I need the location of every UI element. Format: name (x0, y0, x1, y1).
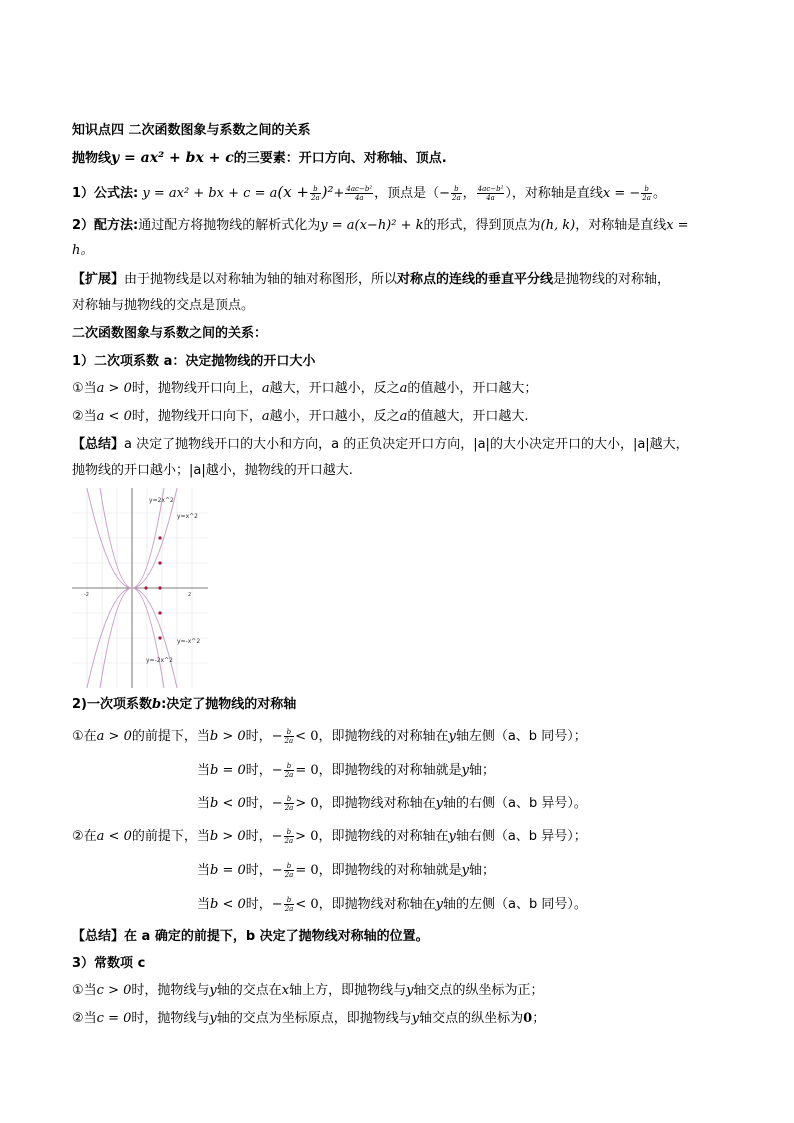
math: y (448, 829, 456, 844)
denominator: 2a (284, 804, 294, 812)
label-y-x2: y=x^2 (177, 513, 198, 520)
denominator: 4a (354, 194, 364, 202)
fraction-b-over-2a (284, 728, 295, 745)
math: c > 0 (96, 983, 132, 998)
text: 的三要素：开口方向、对称轴、顶点. (233, 151, 447, 166)
coef-b-case-3 (197, 795, 794, 813)
axis-fraction (641, 185, 652, 202)
text: 通过配方将抛物线的解析式化为 (138, 218, 321, 233)
text: 越小，开口越小，反之 (269, 409, 400, 424)
denominator: 2a (284, 737, 294, 745)
minus: − (271, 829, 283, 844)
relation-title: 二次函数图象与系数之间的关系： (72, 326, 268, 341)
math: x (281, 983, 290, 998)
vertex-form: y = a(x−h)² + k (320, 218, 424, 233)
relation: > 0 (295, 796, 319, 811)
text: 时， (245, 829, 272, 844)
parabola-graph-svg (72, 488, 208, 688)
numerator: b (451, 185, 462, 194)
label-y-2x2: y=2x^2 (149, 497, 174, 504)
vertex-hk: (h, k) (540, 218, 576, 233)
math: a (399, 381, 408, 396)
vertex-text: ，顶点是（− (374, 186, 451, 201)
math: y (435, 897, 443, 912)
const-c-item-2 (72, 1010, 722, 1028)
math: y (411, 1011, 420, 1026)
text: ，对称轴是直线 (575, 218, 667, 233)
numerator: b (284, 896, 295, 905)
text: ①当 (72, 983, 97, 998)
text: 当 (197, 863, 211, 878)
math: a (261, 409, 270, 424)
denominator: 2a (284, 771, 294, 779)
math: a < 0 (96, 409, 132, 424)
text: ，即抛物线的对称轴在 (318, 829, 449, 844)
comma: ， (462, 186, 476, 201)
parabola-formula: y = ax² + bx + c (111, 150, 234, 166)
fraction-b-over-2a (284, 762, 295, 779)
text: ，即抛物线对称轴在 (318, 897, 436, 912)
complete-square-label: 2）配方法: (72, 218, 139, 233)
math: c = 0 (96, 1011, 132, 1026)
numerator: b (284, 762, 295, 771)
text: 轴； (469, 863, 496, 878)
point (158, 636, 161, 639)
plus-sign: + (333, 186, 345, 201)
fraction-b-over-2a (284, 828, 295, 845)
text: ①在 (72, 729, 97, 744)
text: 抛物线 (72, 151, 112, 166)
three-elements-line (72, 149, 722, 168)
vertex-form-expr: y = ax² + bx + c = a (142, 186, 278, 201)
numerator: b (284, 728, 295, 737)
math: a (399, 409, 408, 424)
text: 轴右侧（a、b 异号）； (455, 829, 587, 844)
numerator: b (641, 185, 652, 194)
minus: − (271, 863, 283, 878)
math: a > 0 (96, 381, 132, 396)
coef-a-item-1 (72, 380, 722, 398)
numerator: b (310, 185, 321, 194)
text: 轴交点的纵坐标为正； (413, 983, 544, 998)
math: b = 0 (210, 763, 246, 778)
math: y (448, 729, 456, 744)
denominator: 2a (284, 837, 294, 845)
text: 由于抛物线是以对称轴为轴的轴对称图形，所以 (124, 272, 398, 287)
formula-method-label: 1）公式法: (72, 186, 139, 201)
numerator: 4ac−b² (346, 185, 373, 193)
text: 轴交点的纵坐标为 (419, 1011, 524, 1026)
text: ，即抛物线的对称轴在 (318, 729, 449, 744)
relation: < 0 (295, 729, 319, 744)
text: a 决定了抛物线开口的大小和方向，a 的正负决定开口方向，|a|的大小决定开口的大小，|a|越大， (124, 437, 689, 452)
text: 当 (197, 897, 211, 912)
math: y (461, 763, 469, 778)
text: 时， (245, 863, 272, 878)
numerator: 4ac−b² (477, 185, 504, 193)
axis-expr: x = − (602, 186, 641, 201)
fraction-b-over-2a (284, 896, 295, 913)
coef-b-case-6 (197, 896, 794, 914)
denominator: 2a (452, 194, 461, 202)
numerator: b (284, 862, 295, 871)
paren-open: (x + (277, 183, 309, 201)
text: 轴的左侧（a、b 同号）。 (443, 897, 587, 912)
coef-a-item-2 (72, 408, 722, 426)
summary-label: 【总结】 (72, 437, 125, 452)
const-c-item-1 (72, 982, 722, 1000)
extension-label: 【扩展】 (72, 272, 125, 287)
minus: − (271, 763, 283, 778)
coef-a-summary (72, 436, 722, 454)
complete-square-line (72, 217, 722, 235)
complete-square-line-2: h。 (72, 243, 94, 258)
vertex-y-fraction (477, 185, 505, 202)
text: 轴的交点为坐标原点，即抛物线与 (216, 1011, 412, 1026)
text: 当 (197, 763, 211, 778)
text: ，即抛物线的对称轴就是 (318, 863, 462, 878)
coef-b-case-2 (197, 762, 794, 780)
denominator: 2a (311, 194, 320, 202)
text: 2)一次项系数 (72, 697, 152, 712)
math: b < 0 (210, 796, 246, 811)
end-mark: 。 (652, 186, 666, 201)
text: 的前提下，当 (131, 729, 210, 744)
math: b (152, 697, 162, 712)
fraction-b-over-2a (284, 862, 295, 879)
text: ，即抛物线对称轴在 (318, 796, 436, 811)
math: b = 0 (210, 863, 246, 878)
const-c-title: 3）常数项 c (72, 956, 146, 971)
extension-bold-text: 对称点的连线的垂直平分线 (397, 272, 554, 287)
axis-text: ），对称轴是直线 (505, 186, 603, 201)
math: b > 0 (209, 729, 246, 744)
denominator: 2a (284, 905, 294, 913)
formula-method-line (72, 183, 722, 203)
minus: − (271, 729, 283, 744)
text: 是抛物线的对称轴， (553, 272, 671, 287)
parabola-graph (72, 488, 208, 688)
label-y-neg-2x2: y=-2x^2 (146, 657, 173, 664)
text: 轴左侧（a、b 同号）； (455, 729, 587, 744)
extension-line-2: 对称轴与抛物线的交点是顶点。 (72, 298, 255, 313)
paren-close: )² (321, 183, 334, 201)
math: a > 0 (96, 729, 132, 744)
axis-tick-label: -2 (84, 592, 89, 598)
coef-b-case-4 (72, 828, 722, 846)
coef-a-summary-2: 抛物线的开口越小；|a|越小，抛物线的开口越大. (72, 463, 353, 478)
text: 时， (245, 763, 272, 778)
point (158, 611, 161, 614)
point (144, 586, 147, 589)
axis-tick-label: 2 (188, 592, 192, 598)
text: 当 (197, 796, 211, 811)
relation: = 0 (295, 863, 319, 878)
minus: − (271, 897, 283, 912)
math: y (209, 1011, 217, 1026)
coef-a-title: 1）二次项系数 a：决定抛物线的开口大小 (72, 354, 316, 369)
math: a (261, 381, 270, 396)
text: ②当 (72, 409, 97, 424)
coef-b-summary: 【总结】在 a 确定的前提下，b 决定了抛物线对称轴的位置。 (72, 929, 429, 944)
text: 时，抛物线开口向上， (131, 381, 262, 396)
text: 轴的交点在 (216, 983, 282, 998)
text: 轴； (469, 763, 496, 778)
text: 时，抛物线与 (131, 983, 210, 998)
relation: > 0 (295, 829, 319, 844)
text: 的前提下，当 (131, 829, 210, 844)
point (158, 586, 161, 589)
fraction-b-over-2a (310, 185, 321, 202)
math: 0 (523, 1011, 533, 1026)
coef-b-case-1 (72, 728, 722, 746)
fraction-4ac-b2-over-4a (345, 185, 373, 202)
denominator: 4a (486, 194, 495, 202)
text: 的值越大，开口越大. (407, 409, 529, 424)
label-y-neg-x2: y=-x^2 (177, 638, 201, 645)
minus: − (271, 796, 283, 811)
math: y (209, 983, 217, 998)
numerator: b (284, 828, 295, 837)
point (158, 536, 161, 539)
text: 的值越小，开口越大； (407, 381, 538, 396)
text: 时，抛物线与 (131, 1011, 210, 1026)
axis-x-eq: x = (666, 218, 689, 233)
point (158, 561, 161, 564)
coef-b-case-5 (197, 862, 794, 880)
text: 时，抛物线开口向下， (131, 409, 262, 424)
math: b > 0 (209, 829, 246, 844)
text: 时， (245, 897, 272, 912)
text: ②当 (72, 1011, 97, 1026)
math: y (461, 863, 469, 878)
math: a < 0 (96, 829, 132, 844)
relation: = 0 (295, 763, 319, 778)
math: b < 0 (210, 897, 246, 912)
fraction-b-over-2a (284, 795, 295, 812)
text: :决定了抛物线的对称轴 (161, 697, 297, 712)
numerator: b (284, 795, 295, 804)
math: y (406, 983, 414, 998)
text: 时， (245, 796, 272, 811)
text: 越大，开口越小，反之 (269, 381, 400, 396)
denominator: 2a (284, 871, 294, 879)
text: ，即抛物线的对称轴就是 (318, 763, 462, 778)
text: 时， (245, 729, 272, 744)
section-heading: 知识点四 二次函数图象与系数之间的关系 (72, 123, 311, 138)
denominator: 2a (642, 194, 651, 202)
text: 轴上方，即抛物线与 (289, 983, 407, 998)
text: ②在 (72, 829, 97, 844)
text: 的形式，得到顶点为 (423, 218, 541, 233)
text: ①当 (72, 381, 97, 396)
text: 轴的右侧（a、b 异号）。 (443, 796, 587, 811)
relation: < 0 (295, 897, 319, 912)
extension-line (72, 271, 722, 289)
math: y (435, 796, 443, 811)
coef-b-title (72, 696, 722, 714)
vertex-x-fraction (451, 185, 462, 202)
text: ； (532, 1011, 546, 1026)
